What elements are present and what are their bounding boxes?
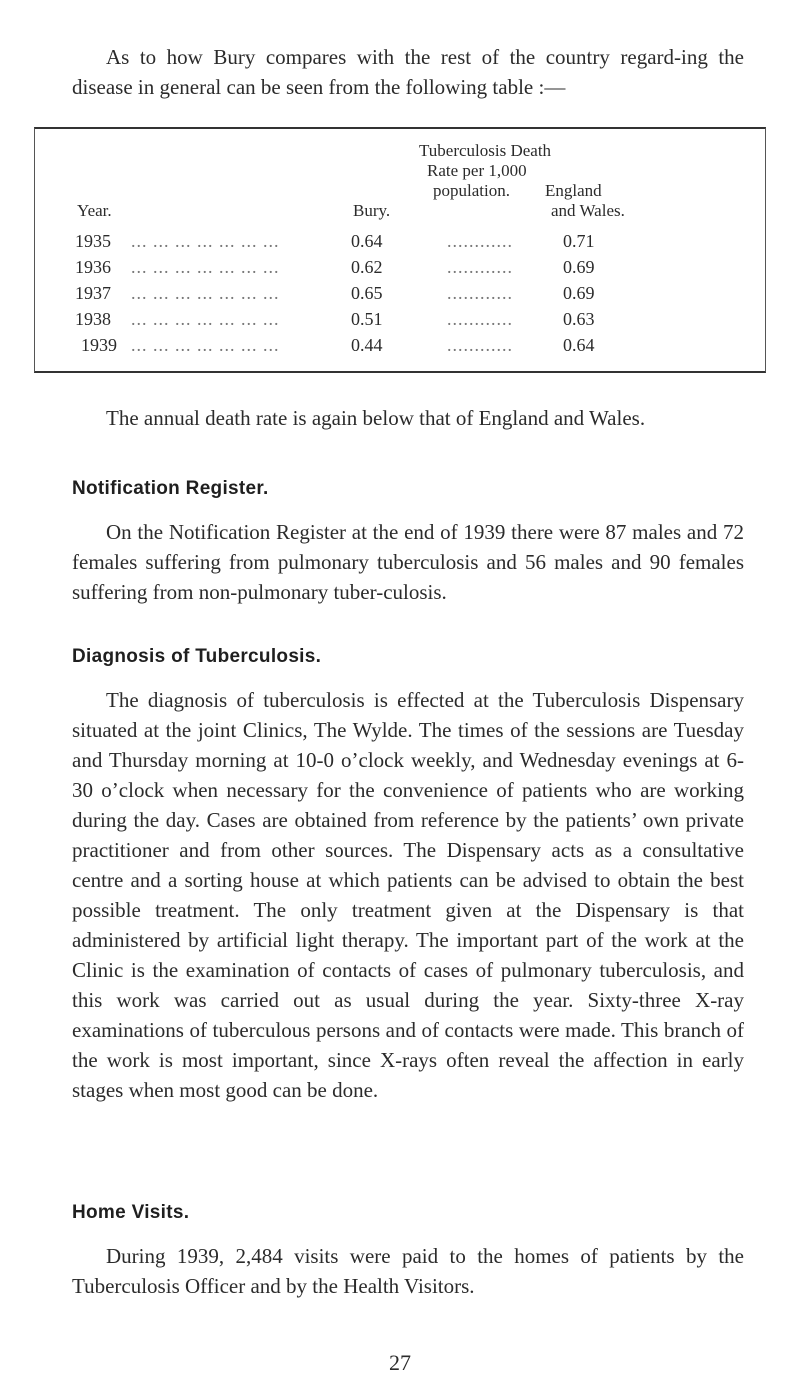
page-number: 27 [389,1350,411,1375]
row-leader-dots: ... ... ... ... ... ... ... [131,257,280,277]
table-row [35,309,765,335]
table-header-england-line2: and Wales. [551,201,625,220]
table-row [35,335,765,361]
row-bury-value: 0.64 [351,231,383,251]
row-leader-dots: ............ [447,231,513,251]
annual-rate-paragraph: The annual death rate is again below that of England and Wales. [106,406,646,430]
diagnosis-paragraph: The diagnosis of tuberculosis is effected at the Tuberculosis Dispensary situated at the joint Clinics, The Wylde. The times of the sessions are Tuesday and Thursday morning at 10-0 o’clock weekly, and Wednesday evenings at 6-30 o’clock when necessary for the convenience of patients who are working during the day. Cases are obtained from reference by the patients’ own private practitioner and from other sources. The Dispensary acts as a consultative centre and a sorting house at which patients can be advised to obtain the best possible treatment. The only treatment given at the Dispensary is that administered by artificial light therapy. The important part of the work at the Clinic is the examination of contacts of cases of pulmonary tuberculosis, and this work was carried out as usual during the year. Sixty-three X-ray examinations of tuberculous persons and of contacts were made. This branch of the work is most important, since X-rays often reveal the affection in early stages when most good can be done. [72,688,744,1102]
row-year: 1939 [81,335,117,355]
table-header-group-line3: population. [433,181,510,200]
row-leader-dots: ............ [447,335,513,355]
intro-paragraph: As to how Bury compares with the rest of the country regard-ing the disease in general can be seen from the following table :— [72,45,744,99]
row-leader-dots: ... ... ... ... ... ... ... [131,231,280,251]
row-bury-value: 0.62 [351,257,383,277]
table-header-group-line2: Rate per 1,000 [427,161,527,180]
death-rate-table [34,127,766,373]
row-leader-dots: ... ... ... ... ... ... ... [131,335,280,355]
row-leader-dots: ............ [447,309,513,329]
table-row [35,257,765,283]
table-header-group-line1: Tuberculosis Death [419,141,552,160]
table-row [35,283,765,309]
table-row [35,231,765,257]
row-leader-dots: ............ [447,283,513,303]
notification-heading: Notification Register. [72,478,269,499]
row-bury-value: 0.51 [351,309,383,329]
row-leader-dots: ... ... ... ... ... ... ... [131,309,280,329]
row-year: 1937 [75,283,111,303]
row-england-value: 0.71 [563,231,595,251]
row-england-value: 0.64 [563,335,595,355]
row-year: 1936 [75,257,111,277]
row-england-value: 0.69 [563,257,595,277]
row-year: 1938 [75,309,111,329]
diagnosis-heading: Diagnosis of Tuberculosis. [72,646,322,667]
row-england-value: 0.69 [563,283,595,303]
row-england-value: 0.63 [563,309,595,329]
row-bury-value: 0.44 [351,335,383,355]
home-visits-paragraph: During 1939, 2,484 visits were paid to the homes of patients by the Tuberculosis Officer and by the Health Visitors. [72,1244,744,1298]
home-visits-heading: Home Visits. [72,1202,190,1223]
row-bury-value: 0.65 [351,283,383,303]
row-year: 1935 [75,231,111,251]
row-leader-dots: ............ [447,257,513,277]
table-header-year: Year. [77,201,112,220]
notification-paragraph: On the Notification Register at the end of 1939 there were 87 males and 72 females suffering from pulmonary tuberculosis and 56 males and 90 females suffering from non-pulmonary tuber-culosis. [72,520,744,604]
table-header-bury: Bury. [353,201,391,220]
row-leader-dots: ... ... ... ... ... ... ... [131,283,280,303]
table-header-england-line1: England [545,181,602,200]
